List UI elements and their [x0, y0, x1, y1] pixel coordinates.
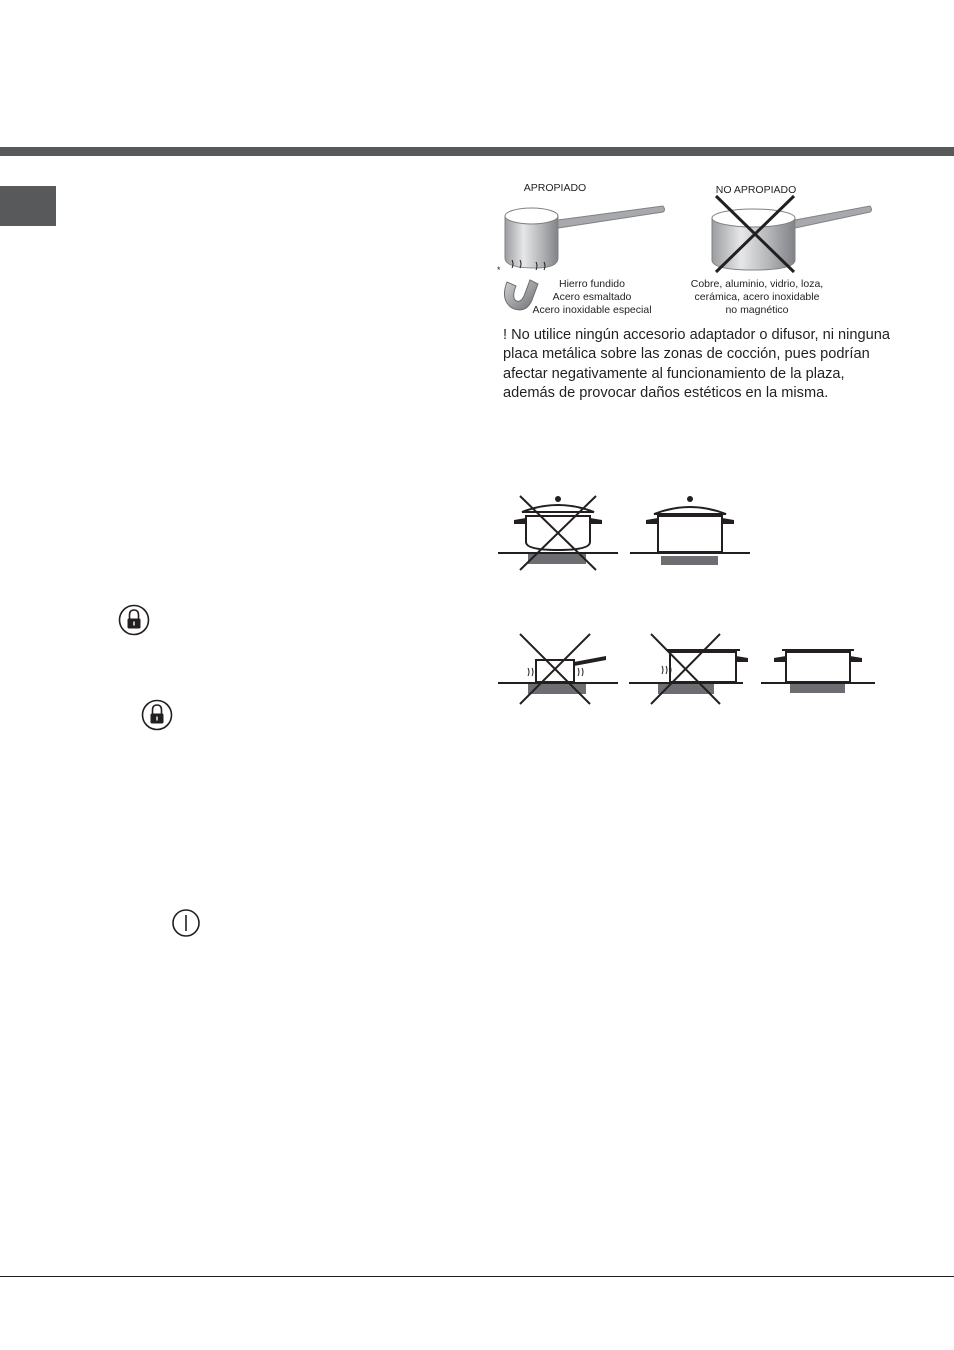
pot-centered-icon: [761, 650, 875, 693]
suitable-material-2: Acero esmaltado: [552, 291, 632, 303]
suitable-material-1: Hierro fundido: [559, 278, 625, 290]
lock-icon: [143, 701, 172, 730]
unsuitable-saucepan-icon: [712, 196, 872, 272]
warning-paragraph: ! No utilice ningún accesorio adaptador o difusor, ni ninguna placa metálica sobre las zonas de cocción, pues podrían afectar negativamente al funcionamiento de la plaza, además de provocar daños estéticos en la misma.: [503, 327, 890, 402]
pot-correct-icon: [630, 496, 750, 565]
unsuitable-label: NO APROPIADO: [715, 184, 797, 196]
suitable-material-3: Acero inoxidable especial: [532, 304, 652, 316]
unsuitable-material-1: Cobre, aluminio, vidrio, loza,: [690, 278, 824, 290]
unsuitable-material-2: cerámica, acero inoxidable: [694, 291, 820, 303]
power-icon: [173, 910, 199, 936]
suitable-saucepan-icon: [505, 206, 665, 268]
suitable-materials: [522, 278, 662, 317]
magnet-note: *: [497, 265, 501, 275]
unsuitable-material-3: no magnético: [725, 304, 789, 316]
suitable-label: APROPIADO: [523, 182, 587, 194]
pot-off-zone-icon: [629, 634, 748, 704]
lock-icon: [120, 606, 149, 635]
pan-off-center-icon: [498, 634, 618, 704]
unsuitable-materials: [682, 278, 832, 317]
pot-wrong-size-icon: [498, 496, 618, 570]
